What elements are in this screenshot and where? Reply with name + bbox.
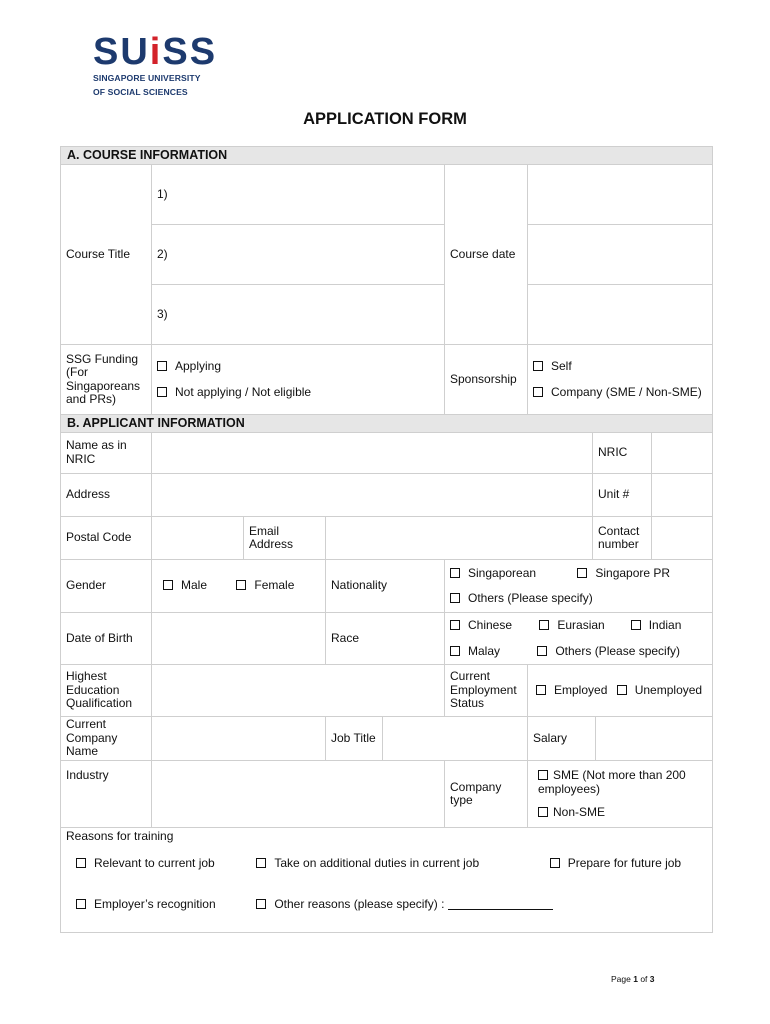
checkbox-icon[interactable] [538, 807, 548, 817]
course-date-label: Course date [445, 165, 528, 345]
employment-label: Current Employment Status [445, 665, 528, 717]
education-label: Highest Education Qualification [61, 665, 152, 717]
postal-code-label: Postal Code [61, 517, 152, 560]
nationality-options [445, 560, 713, 613]
nric-cell [593, 433, 713, 474]
reason-future-job-option[interactable]: Prepare for future job [550, 857, 681, 871]
checkbox-icon[interactable] [450, 568, 460, 578]
industry-field[interactable] [152, 761, 445, 828]
race-options [445, 613, 713, 665]
race-indian-option[interactable]: Indian [631, 619, 682, 633]
race-malay-option[interactable]: Malay [450, 645, 534, 659]
reason-additional-duties-option[interactable]: Take on additional duties in current job [256, 857, 546, 871]
job-title-label: Job Title [326, 717, 383, 761]
form-title: APPLICATION FORM [303, 110, 467, 128]
sponsorship-options [528, 345, 713, 415]
checkbox-icon[interactable] [550, 858, 560, 868]
checkbox-icon[interactable] [76, 858, 86, 868]
checkbox-icon[interactable] [577, 568, 587, 578]
education-field[interactable] [152, 665, 445, 717]
company-type-nonsme-option[interactable]: Non-SME [530, 806, 707, 820]
checkbox-icon[interactable] [617, 685, 627, 695]
company-type-label: Company type [445, 761, 528, 828]
checkbox-icon[interactable] [236, 580, 246, 590]
industry-label: Industry [61, 761, 152, 828]
gender-label: Gender [61, 560, 152, 613]
company-name-label: Current Company Name [61, 717, 152, 761]
postal-code-field[interactable] [152, 517, 244, 560]
checkbox-icon[interactable] [533, 387, 543, 397]
dob-label: Date of Birth [61, 613, 152, 665]
company-type-sme-option[interactable]: SME (Not more than 200 employees) [538, 768, 686, 797]
job-title-field[interactable] [383, 717, 528, 761]
unit-cell [593, 474, 713, 517]
race-eurasian-option[interactable]: Eurasian [539, 619, 627, 633]
nationality-pr-option[interactable]: Singapore PR [577, 567, 670, 581]
nric-field[interactable] [652, 433, 712, 473]
contact-field[interactable] [652, 517, 712, 559]
course-title-field-2[interactable]: 2) [152, 225, 445, 285]
checkbox-icon[interactable] [450, 593, 460, 603]
section-a-header: A. COURSE INFORMATION [61, 147, 713, 165]
reasons-cell [61, 828, 713, 933]
checkbox-icon[interactable] [533, 361, 543, 371]
other-reason-blank[interactable] [448, 898, 553, 910]
logo-line-2: OF SOCIAL SCIENCES [93, 86, 188, 97]
section-b-header: B. APPLICANT INFORMATION [61, 415, 713, 433]
gender-male-option[interactable]: Male [163, 579, 207, 593]
gender-options [152, 560, 326, 613]
checkbox-icon[interactable] [450, 646, 460, 656]
dob-field[interactable] [152, 613, 326, 665]
sponsorship-label: Sponsorship [445, 345, 528, 415]
unit-field[interactable] [652, 474, 712, 516]
reason-recognition-option[interactable]: Employer’s recognition [76, 898, 253, 912]
contact-label: Contact number [593, 517, 652, 559]
course-title-field-3[interactable]: 3) [152, 285, 445, 345]
nationality-label: Nationality [326, 560, 445, 613]
sponsorship-company-option[interactable]: Company (SME / Non-SME) [533, 386, 707, 400]
employment-options [528, 665, 713, 717]
checkbox-icon[interactable] [157, 387, 167, 397]
salary-label: Salary [528, 717, 596, 760]
employment-employed-option[interactable]: Employed [536, 684, 607, 698]
race-label: Race [326, 613, 445, 665]
logo-wordmark: SUiSS [93, 31, 218, 73]
checkbox-icon[interactable] [256, 858, 266, 868]
race-chinese-option[interactable]: Chinese [450, 619, 536, 633]
address-label: Address [61, 474, 152, 517]
checkbox-icon[interactable] [450, 620, 460, 630]
unit-label: Unit # [593, 474, 652, 516]
salary-field[interactable] [596, 717, 712, 760]
checkbox-icon[interactable] [256, 899, 266, 909]
address-field[interactable] [152, 474, 593, 517]
course-title-label: Course Title [61, 165, 152, 345]
checkbox-icon[interactable] [538, 770, 548, 780]
checkbox-icon[interactable] [631, 620, 641, 630]
ssg-applying-option[interactable]: Applying [157, 360, 439, 374]
course-date-field-1[interactable] [528, 165, 713, 225]
company-type-options [528, 761, 713, 828]
gender-female-option[interactable]: Female [236, 579, 294, 593]
nationality-others-option[interactable]: Others (Please specify) [450, 592, 707, 606]
reasons-label: Reasons for training [66, 829, 174, 843]
ssg-funding-options [152, 345, 445, 415]
course-date-field-3[interactable] [528, 285, 713, 345]
checkbox-icon[interactable] [537, 646, 547, 656]
ssg-funding-label: SSG Funding (For Singaporeans and PRs) [61, 345, 152, 415]
sponsorship-self-option[interactable]: Self [533, 360, 707, 374]
nationality-singaporean-option[interactable]: Singaporean [450, 567, 574, 581]
reason-relevant-option[interactable]: Relevant to current job [76, 857, 253, 871]
reason-other-option[interactable]: Other reasons (please specify) : [256, 898, 552, 912]
application-form-table [60, 146, 713, 933]
logo-line-1: SINGAPORE UNIVERSITY [93, 73, 201, 83]
employment-unemployed-option[interactable]: Unemployed [617, 684, 702, 698]
course-date-field-2[interactable] [528, 225, 713, 285]
email-field[interactable] [326, 517, 593, 560]
course-title-field-1[interactable]: 1) [152, 165, 445, 225]
email-label: Email Address [244, 517, 326, 560]
name-label: Name as in NRIC [61, 433, 152, 474]
salary-cell [528, 717, 713, 761]
checkbox-icon[interactable] [157, 361, 167, 371]
suss-logo [93, 31, 233, 97]
checkbox-icon[interactable] [76, 899, 86, 909]
race-others-option[interactable]: Others (Please specify) [537, 645, 680, 659]
name-field[interactable] [152, 433, 593, 474]
page-number: Page 1 of 3 [611, 974, 655, 984]
checkbox-icon[interactable] [536, 685, 546, 695]
company-name-field[interactable] [152, 717, 326, 761]
contact-cell [593, 517, 713, 560]
ssg-not-applying-option[interactable]: Not applying / Not eligible [157, 386, 439, 400]
checkbox-icon[interactable] [539, 620, 549, 630]
checkbox-icon[interactable] [163, 580, 173, 590]
nric-label: NRIC [593, 433, 652, 473]
